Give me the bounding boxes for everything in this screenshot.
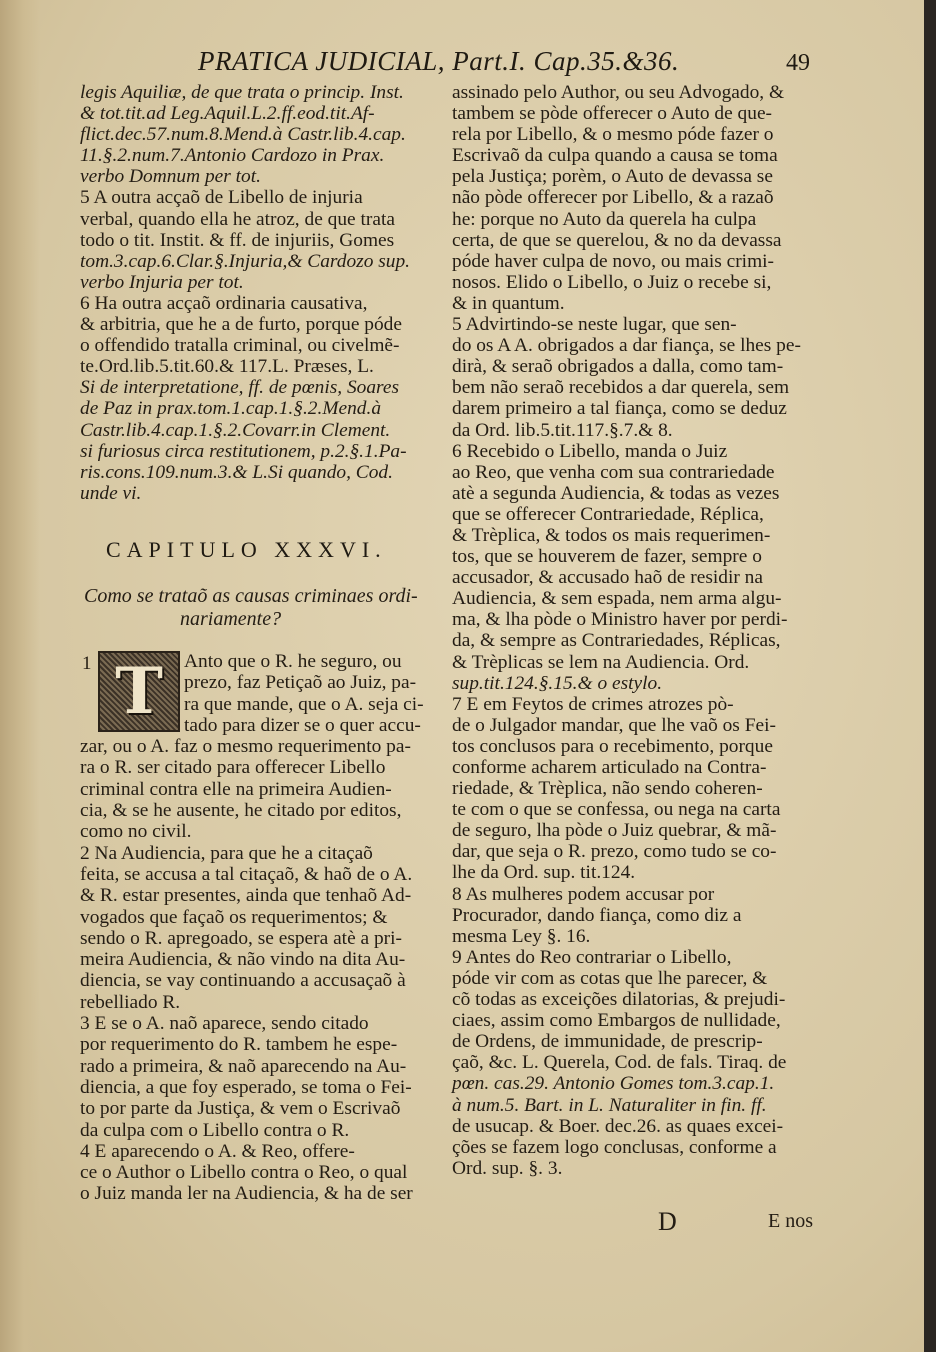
- text-line-content: sendo o R. apregoado, se espera atè a pri-: [80, 927, 402, 949]
- text-line-content: verbal, quando ella he atroz, de que trata: [80, 208, 395, 230]
- text-line: [452, 989, 822, 1010]
- signature-mark: D: [658, 1207, 677, 1236]
- text-line-content: tos conclusos para o recebimento, porque: [452, 735, 773, 757]
- text-line: [452, 694, 822, 715]
- text-line-content: rebelliado R.: [80, 991, 181, 1013]
- text-line-content: 2 Na Audiencia, para que he a citaçaõ: [80, 842, 373, 864]
- text-line-content: o offendido tratalla criminal, ou civelmẽ-: [80, 335, 400, 357]
- text-line-content: de seguro, lha pòde o Juiz quebrar, & mã-: [452, 820, 777, 842]
- text-line-content: te com o que se confessa, ou nega na carta: [452, 799, 781, 821]
- text-line: [80, 124, 445, 145]
- text-line: [452, 420, 822, 441]
- text-line: [80, 1034, 450, 1055]
- left-column-top-text: [80, 82, 445, 504]
- text-line: [452, 251, 822, 272]
- text-line-content: ce o Author o Libello contra o Reo, o qual: [80, 1162, 408, 1184]
- text-line: [452, 230, 822, 251]
- text-line: [452, 166, 822, 187]
- text-line: [452, 1010, 822, 1031]
- text-line-content: da, & sempre as Contrariedades, Réplicas,: [452, 630, 781, 652]
- text-line-content: ao Reo, que venha com sua contrariedade: [452, 461, 775, 483]
- text-line-content: de Ordens, de immunidade, de prescrip-: [452, 1031, 763, 1053]
- text-line-content: & Trèplicas se lem na Audiencia. Ord.: [452, 651, 750, 673]
- text-line-content: não pòde offerecer por Libello, & a razaõ: [452, 187, 774, 209]
- text-line: [80, 928, 450, 949]
- text-line: [80, 992, 450, 1013]
- text-line: [452, 209, 822, 230]
- text-line-content: riedade, & Trèplica, não sendo coheren-: [452, 778, 763, 800]
- text-line-content: que se offerecer Contrariedade, Réplica,: [452, 503, 764, 525]
- text-line: [452, 673, 822, 694]
- text-line: [452, 567, 822, 588]
- text-line: [80, 1120, 450, 1141]
- text-line-content: sup.tit.124.§.15.& o estylo.: [452, 672, 663, 694]
- text-line-content: meira Audiencia, & não vindo na dita Au-: [80, 949, 406, 971]
- text-line: [80, 293, 445, 314]
- text-line-content: 6 Ha outra acçaõ ordinaria causativa,: [80, 292, 368, 314]
- text-line: [80, 800, 450, 821]
- text-line-content: ra o R. ser citado para offerecer Libello: [80, 757, 386, 779]
- text-line-content: he: porque no Auto da querela ha culpa: [452, 208, 757, 230]
- text-line: [80, 1183, 450, 1204]
- text-line-content: vogados que façaõ os requerimentos; &: [80, 906, 388, 928]
- text-line: [80, 885, 450, 906]
- text-line-content: 5 A outra acçaõ de Libello de injuria: [80, 187, 363, 209]
- text-line-content: & in quantum.: [452, 292, 565, 314]
- text-line-content: to por parte da Justiça, & vem o Escrivaõ: [80, 1098, 401, 1120]
- text-line-content: cõ todas as exceições dilatorias, & prejudi-: [452, 989, 786, 1011]
- text-line-content: dar, que seja o R. prezo, como tudo se co-: [452, 841, 777, 863]
- text-line-content: & tot.tit.ad Leg.Aquil.L.2.ff.eod.tit.Af-: [80, 103, 375, 125]
- text-line-content: mesma Ley §. 16.: [452, 925, 591, 947]
- text-line-content: da culpa com o Libello contra o R.: [80, 1119, 350, 1141]
- text-line-content: zar, ou o A. faz o mesmo requerimento pa-: [80, 736, 411, 758]
- left-column-chapter-text: [80, 651, 450, 1205]
- text-line-content: 3 E se o A. naõ aparece, sendo citado: [80, 1013, 369, 1035]
- text-line-content: tado para dizer se o quer accu-: [184, 714, 421, 736]
- text-line-content: flict.dec.57.num.8.Mend.à Castr.lib.4.cap.: [80, 124, 406, 146]
- text-line: [452, 1031, 822, 1052]
- text-line: [80, 166, 445, 187]
- text-line: [452, 187, 822, 208]
- text-line: [80, 398, 445, 419]
- text-line: [80, 672, 450, 693]
- text-line: [452, 441, 822, 462]
- text-line: [80, 1141, 450, 1162]
- text-line: [80, 864, 450, 885]
- text-line: [452, 377, 822, 398]
- text-line: [452, 1137, 822, 1158]
- running-header: PRATICA JUDICIAL, Part.I. Cap.35.&36.: [198, 46, 680, 76]
- text-line: [452, 1116, 822, 1137]
- text-line-content: 11.§.2.num.7.Antonio Cardozo in Prax.: [80, 145, 385, 167]
- chapter-subtitle: [84, 585, 446, 631]
- text-line: [80, 970, 450, 991]
- text-line: [80, 483, 445, 504]
- text-line: [452, 715, 822, 736]
- text-line: [452, 947, 822, 968]
- text-line: [80, 694, 450, 715]
- text-line-content: do os A A. obrigados a dar fiança, se lhes pe-: [452, 335, 801, 357]
- text-line: [452, 926, 822, 947]
- text-line: [452, 884, 822, 905]
- text-line-content: ra que mande, que o A. seja ci-: [184, 693, 424, 715]
- text-line: [452, 356, 822, 377]
- text-line-content: cia, & se he ausente, he citado por editos,: [80, 800, 402, 822]
- text-line: [452, 588, 822, 609]
- text-line: [80, 103, 445, 124]
- text-line-content: Audiencia, & sem espada, nem arma algu-: [452, 588, 782, 610]
- text-line: [80, 314, 445, 335]
- text-line: [452, 82, 822, 103]
- text-line: [80, 907, 450, 928]
- text-line-content: ciaes, assim como Embargos de nullidade,: [452, 1010, 781, 1032]
- text-line: [452, 905, 822, 926]
- text-line-content: 5 Advirtindo-se neste lugar, que sen-: [452, 314, 737, 336]
- text-line: [452, 124, 822, 145]
- text-line-content: çaõ, &c. L. Querela, Cod. de fals. Tiraq. de: [452, 1052, 787, 1074]
- text-line: [452, 778, 822, 799]
- right-column-text: [452, 82, 822, 1179]
- paragraph-number: 1: [82, 653, 92, 674]
- text-line: [80, 230, 445, 251]
- decorated-initial-letter: T: [115, 654, 163, 729]
- text-line: [452, 609, 822, 630]
- text-line-content: assinado pelo Author, ou seu Advogado, &: [452, 82, 785, 103]
- text-line-content: diencia, a que foy esperado, se toma o Fei-: [80, 1076, 412, 1098]
- text-line: [452, 272, 822, 293]
- text-line: [80, 251, 445, 272]
- text-line-content: & arbitria, que he a de furto, porque póde: [80, 314, 402, 336]
- text-line: [80, 757, 450, 778]
- text-line-content: 9 Antes do Reo contrariar o Libello,: [452, 946, 732, 968]
- text-line: [80, 187, 445, 208]
- text-line: [80, 1077, 450, 1098]
- text-line-content: rela por Libello, & o mesmo póde fazer o: [452, 124, 774, 146]
- text-line: [80, 356, 445, 377]
- text-line: [80, 335, 445, 356]
- text-line-content: como no civil.: [80, 821, 192, 843]
- text-line-content: & Trèplica, & todos os mais requerimen-: [452, 524, 771, 546]
- text-line: [80, 779, 450, 800]
- text-line-content: Si de interpretatione, ff. de pœnis, Soares: [80, 377, 400, 399]
- page-binding-shadow: [0, 0, 40, 1352]
- text-line: [80, 272, 445, 293]
- text-line-content: 6 Recebido o Libello, manda o Juiz: [452, 440, 728, 462]
- text-line: [452, 1095, 822, 1116]
- text-line: [452, 757, 822, 778]
- text-line-content: si furiosus circa restitutionem, p.2.§.1.Pa-: [80, 440, 407, 462]
- text-line-content: Procurador, dando fiança, como diz a: [452, 904, 742, 926]
- text-line-content: conforme acharem articulado na Contra-: [452, 757, 767, 778]
- text-line: [80, 462, 445, 483]
- text-line: [80, 736, 450, 757]
- text-line-content: tom.3.cap.6.Clar.§.Injuria,& Cardozo sup.: [80, 250, 411, 272]
- text-line-content: dirà, & seraõ obrigados a dalla, como tam-: [452, 356, 784, 378]
- text-line-content: nosos. Elido o Libello, o Juiz o recebe si,: [452, 271, 772, 293]
- text-line-content: verbo Injuria per tot.: [80, 271, 244, 293]
- text-line: [80, 377, 445, 398]
- text-line: [80, 843, 450, 864]
- text-line-content: por requerimento do R. tambem he espe-: [80, 1034, 398, 1056]
- text-line-content: Anto que o R. he seguro, ou: [184, 651, 402, 672]
- text-line-content: ma, & lha pòde o Ministro haver por perdi-: [452, 609, 788, 631]
- book-edge: [924, 0, 936, 1352]
- text-line-content: à num.5. Bart. in L. Naturaliter in fin. ff.: [452, 1094, 767, 1116]
- text-line-content: Ord. sup. §. 3.: [452, 1157, 563, 1179]
- text-line-content: criminal contra elle na primeira Audien-: [80, 778, 392, 800]
- text-line: [80, 821, 450, 842]
- text-line-content: diencia, se vay continuando a accusaçaõ à: [80, 970, 406, 992]
- text-line: [80, 715, 450, 736]
- chapter-heading: CAPITULO XXXVI.: [106, 537, 387, 562]
- text-line-content: te.Ord.lib.5.tit.60.& 117.L. Præses, L.: [80, 356, 374, 378]
- text-line: [80, 1162, 450, 1183]
- text-line-content: bem não seraõ recebidos a dar querela, sem: [452, 377, 790, 399]
- text-line-content: atè a segunda Audiencia, & todas as vezes: [452, 482, 780, 504]
- text-line: [452, 652, 822, 673]
- text-line: [452, 799, 822, 820]
- text-line-content: pela Justiça; porèm, o Auto de devassa se: [452, 166, 773, 188]
- text-line: [452, 483, 822, 504]
- text-line-content: prezo, faz Petiçaõ ao Juiz, pa-: [184, 672, 417, 694]
- text-line-content: tos, que se houverem de fazer, sempre o: [452, 546, 762, 568]
- text-line: [80, 420, 445, 441]
- text-line-content: lhe da Ord. sup. tit.124.: [452, 862, 636, 884]
- text-line-content: ris.cons.109.num.3.& L.Si quando, Cod.: [80, 461, 393, 483]
- text-line-content: unde vi.: [80, 482, 142, 504]
- text-line-content: póde haver culpa de novo, ou mais crimi-: [452, 250, 774, 272]
- text-line: [452, 314, 822, 335]
- page-number: 49: [786, 50, 810, 76]
- text-line: [452, 1158, 822, 1179]
- text-line: [80, 949, 450, 970]
- text-line-content: Escrivaõ da culpa quando a causa se toma: [452, 145, 778, 167]
- text-line-content: tambem se pòde offerecer o Auto de que-: [452, 103, 773, 125]
- text-line: [80, 441, 445, 462]
- text-line-content: da Ord. lib.5.tit.117.§.7.& 8.: [452, 419, 673, 441]
- text-line: [80, 1098, 450, 1119]
- text-line-content: 8 As mulheres podem accusar por: [452, 883, 715, 905]
- text-line: [452, 546, 822, 567]
- text-line: [452, 462, 822, 483]
- text-line-content: todo o tit. Instit. & ff. de injuriis, Gomes: [80, 229, 395, 251]
- text-line: [80, 651, 450, 672]
- text-line-content: darem primeiro a tal fiança, como se deduz: [452, 398, 787, 420]
- text-line: [452, 525, 822, 546]
- catchword: E nos: [768, 1210, 813, 1232]
- text-line: [80, 209, 445, 230]
- text-line: [452, 1052, 822, 1073]
- text-line: [452, 103, 822, 124]
- text-line-content: feita, se accusa a tal citaçaõ, & haõ de o A.: [80, 863, 413, 885]
- text-line-content: de o Julgador mandar, que lhe vaõ os Fei-: [452, 714, 776, 736]
- subtitle-line: nariamente?: [180, 608, 282, 630]
- text-line: [80, 1056, 450, 1077]
- text-line: [452, 335, 822, 356]
- text-line: [452, 862, 822, 883]
- text-line: [80, 1013, 450, 1034]
- text-line-content: & R. estar presentes, ainda que tenhaõ Ad-: [80, 885, 412, 907]
- text-line: [80, 82, 445, 103]
- subtitle-line: Como se trataõ as causas criminaes ordi-: [84, 585, 418, 607]
- text-line-content: 4 E aparecendo o A. & Reo, offere-: [80, 1140, 355, 1162]
- text-line-content: Castr.lib.4.cap.1.§.2.Covarr.in Clement.: [80, 419, 391, 441]
- text-line: [452, 820, 822, 841]
- text-line-content: accusador, & accusado haõ de residir na: [452, 567, 763, 589]
- text-line: [452, 1073, 822, 1094]
- text-line-content: de Paz in prax.tom.1.cap.1.§.2.Mend.à: [80, 398, 382, 420]
- text-line: [452, 398, 822, 419]
- text-line: [452, 293, 822, 314]
- text-line-content: verbo Domnum per tot.: [80, 166, 261, 188]
- text-line-content: 7 E em Feytos de crimes atrozes pò-: [452, 693, 734, 715]
- text-line-content: certa, de que se querelou, & no da devassa: [452, 229, 782, 251]
- text-line-content: pœn. cas.29. Antonio Gomes tom.3.cap.1.: [452, 1073, 775, 1095]
- text-line: [452, 630, 822, 651]
- text-line: [452, 736, 822, 757]
- text-line-content: o Juiz manda ler na Audiencia, & ha de ser: [80, 1183, 413, 1205]
- text-line: [452, 841, 822, 862]
- text-line-content: ções se fazem logo conclusas, conforme a: [452, 1136, 777, 1158]
- text-line-content: póde vir com as cotas que lhe parecer, &: [452, 967, 768, 989]
- text-line-content: de usucap. & Boer. dec.26. as quaes excei-: [452, 1115, 784, 1137]
- text-line: [452, 968, 822, 989]
- text-line: [452, 504, 822, 525]
- text-line-content: rado a primeira, & naõ aparecendo na Au-: [80, 1055, 407, 1077]
- text-line: [80, 145, 445, 166]
- text-line-content: legis Aquiliæ, de que trata o princip. Inst.: [80, 82, 404, 103]
- text-line: [452, 145, 822, 166]
